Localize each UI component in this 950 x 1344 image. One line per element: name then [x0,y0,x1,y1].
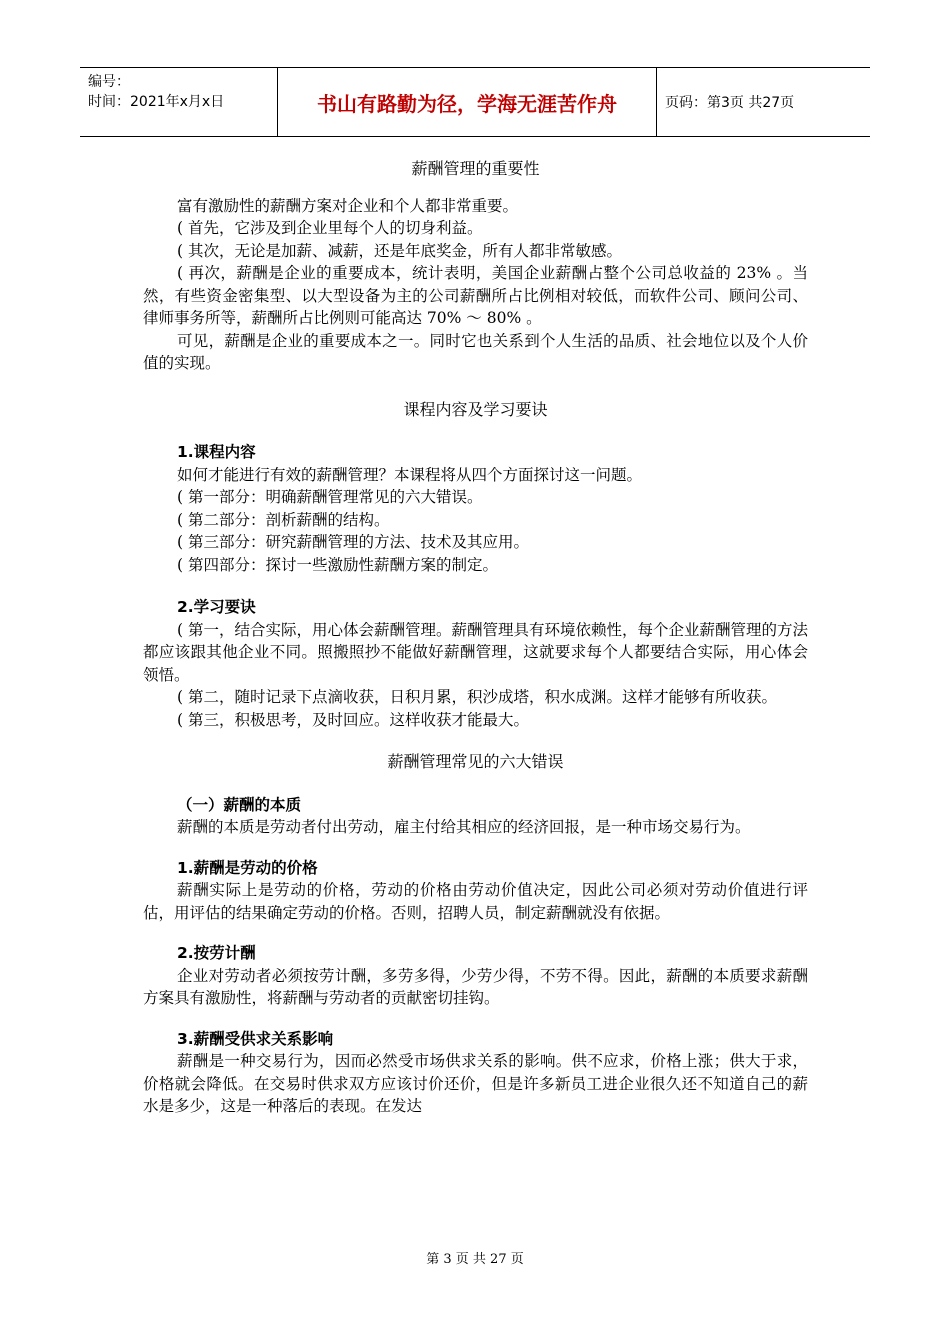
list-item: 如何才能进行有效的薪酬管理？本课程将从四个方面探讨这一问题。 [177,465,643,484]
paragraph: 薪酬的本质是劳动者付出劳动，雇主付给其相应的经济回报，是一种市场交易行为。 [177,818,751,836]
time-label: 时间：2021年x月x日 [88,94,225,110]
paragraph: 可见，薪酬是企业的重要成本之一。同时它也关系到个人生活的品质、社会地位以及个人价值的实现。 [143,331,808,372]
paragraph: 薪酬实际上是劳动的价格，劳动的价格由劳动价值决定，因此公司必须对劳动价值进行评估，用评估的结果确定劳动的价格。否则，招聘人员，制定薪酬就没有依据。 [143,881,808,922]
list-item: ( 第三部分：研究薪酬管理的方法、技术及其应用。 [177,533,529,551]
section-title: 薪酬管理的重要性 [411,159,540,178]
header-meta [80,68,278,136]
section-title: 课程内容及学习要诀 [403,399,548,419]
paragraph: ( 第二，随时记录下点滴收获，日积月累，积沙成塔，积水成渊。这样才能够有所收获。 [177,688,777,706]
list-item: ( 第四部分：探讨一些激励性薪酬方案的制定。 [177,555,498,574]
document-body [143,152,808,1118]
subheading: （一）薪酬的本质 [177,795,302,814]
subheading: 2.学习要诀 [177,598,256,616]
subheading: 3.薪酬受供求关系影响 [177,1029,334,1048]
paragraph: ( 再次，薪酬是企业的重要成本，统计表明，美国企业薪酬占整个公司总收益的 23% 。当然，有些资金密集型、以大型设备为主的公司薪酬所占比例相对较低，而软件公司、顾问公司、律师事务所等，薪酬所占比例则可能高达 70% ～ 80% 。 [143,264,808,327]
subheading: 1.薪酬是劳动的价格 [177,858,318,877]
header-motto: 书山有路勤为径，学海无涯苦作舟 [278,68,657,136]
section-title: 薪酬管理常见的六大错误 [387,752,564,771]
paragraph: ( 其次，无论是加薪、减薪，还是年底奖金，所有人都非常敏感。 [177,241,622,260]
page-footer: 第 3 页 共 27 页 [426,1252,524,1267]
paragraph: 富有激励性的薪酬方案对企业和个人都非常重要。 [177,196,519,215]
page-header [80,67,870,137]
header-page-label: 页码：第3页 共27页 [665,95,795,111]
code-label: 编号： [88,74,130,90]
subheading: 2.按劳计酬 [177,944,256,962]
paragraph: 企业对劳动者必须按劳计酬，多劳多得，少劳少得，不劳不得。因此，薪酬的本质要求薪酬方案具有激励性，将薪酬与劳动者的贡献密切挂钩。 [143,966,808,1007]
paragraph: 薪酬是一种交易行为，因而必然受市场供求关系的影响。供不应求，价格上涨；供大于求，价格就会降低。在交易时供求双方应该讨价还价，但是许多新员工进企业很久还不知道自己的薪水是多少，这是一种落后的表现。在发达 [143,1052,808,1115]
paragraph: ( 第一，结合实际，用心体会薪酬管理。薪酬管理具有环境依赖性，每个企业薪酬管理的方法都应该跟其他企业不同。照搬照抄不能做好薪酬管理，这就要求每个人都要结合实际，用心体会领悟。 [143,620,808,684]
paragraph: ( 第三，积极思考，及时回应。这样收获才能最大。 [177,710,529,729]
paragraph: ( 首先，它涉及到企业里每个人的切身利益。 [177,219,483,237]
subheading: 1.课程内容 [177,443,256,461]
list-item: ( 第二部分：剖析薪酬的结构。 [177,510,390,529]
list-item: ( 第一部分：明确薪酬管理常见的六大错误。 [177,488,483,506]
